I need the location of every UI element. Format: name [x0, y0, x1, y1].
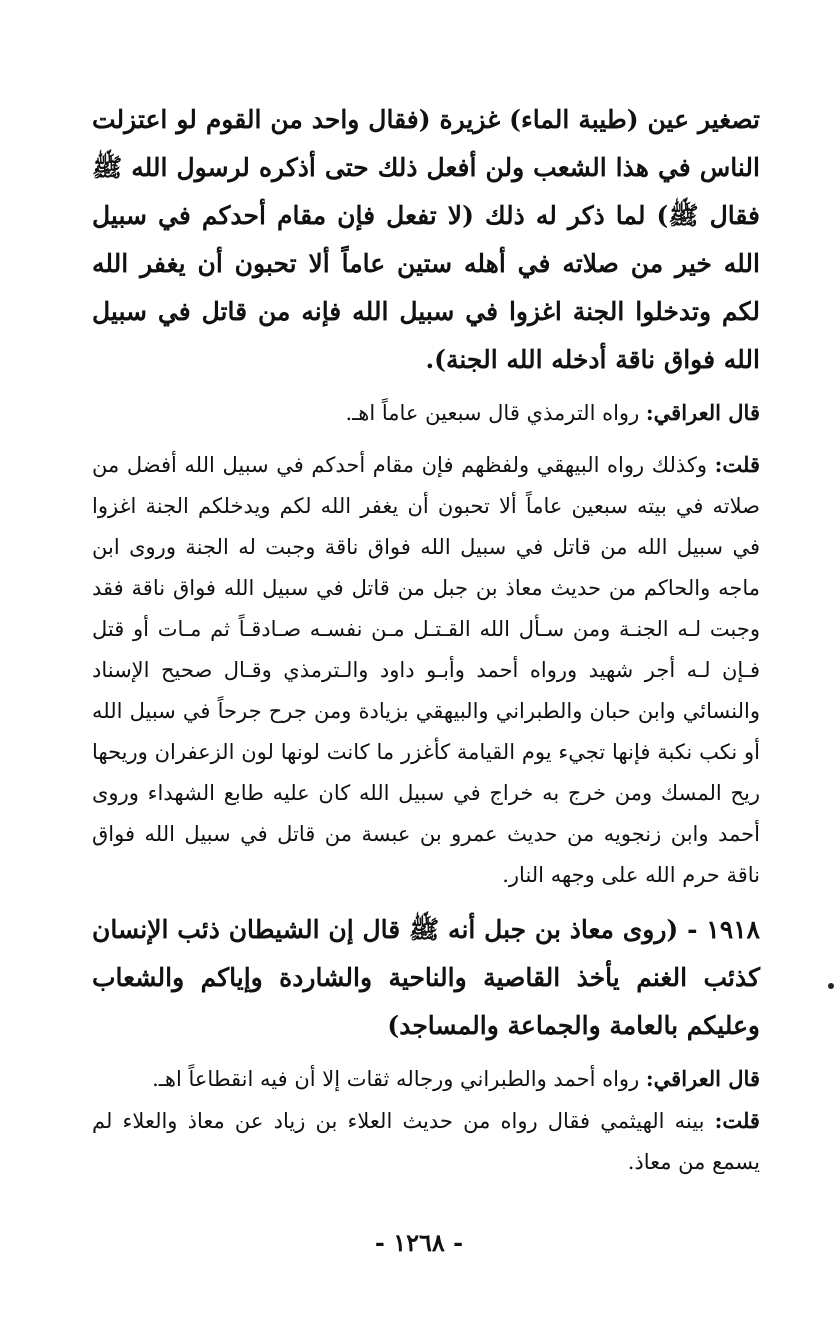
qultu-note-2 — [92, 1100, 760, 1183]
iraqi-label-1: قال العراقي: — [645, 400, 760, 425]
hadith-number: ١٩١٨ - — [687, 915, 760, 944]
opening-paragraph: تصغير عين (طيبة الماء) غزيرة (فقال واحد من القوم لو اعتزلت الناس في هذا الشعب ولن أفعل ذلك حتى أذكره لرسول الله ﷺ فقال ﷺ) لما ذكر له ذلك (لا تفعل فإن مقام أحدكم في سبيل الله خير من صلاته في أهله ستين عاماً ألا تحبون أن يغفر الله لكم وتدخلوا الجنة اغزوا في سبيل الله فإنه من قاتل في سبيل الله فواق ناقة أدخله الله الجنة). — [92, 105, 760, 374]
iraqi-label-2: قال العراقي: — [645, 1066, 760, 1091]
qultu-text-2: بينه الهيثمي فقال رواه من حديث العلاء بن زياد عن معاذ والعلاء لم يسمع من معاذ. — [92, 1109, 760, 1174]
qultu-label-2: قلت: — [714, 1108, 760, 1133]
margin-dot — [828, 983, 834, 989]
page-body — [92, 96, 760, 1183]
qultu-note-1 — [92, 444, 760, 896]
iraqi-text-1: رواه الترمذي قال سبعين عاماً اهـ. — [345, 401, 640, 425]
qultu-label-1: قلت: — [714, 452, 760, 477]
iraqi-text-2: رواه أحمد والطبراني ورجاله ثقات إلا أن فيه انقطاعاً اهـ. — [152, 1067, 640, 1091]
hadith-1918 — [92, 906, 760, 1050]
iraqi-note-1 — [92, 392, 760, 434]
iraqi-note-2 — [92, 1058, 760, 1100]
hadith-text: (روى معاذ بن جبل أنه ﷺ قال إن الشيطان ذئب الإنسان كذئب الغنم يأخذ القاصية والناحية والشاردة وإياكم والشعاب وعليكم بالعامة والجماعة والمساجد) — [92, 915, 760, 1040]
qultu-text-1: وكذلك رواه البيهقي ولفظهم فإن مقام أحدكم في سبيل الله أفضل من صلاته في بيته سبعين عاماً ألا تحبون أن يغفر الله لكم ويدخلكم الجنة اغزوا في سبيل الله من قاتل في سبيل الله فواق ناقة وجبت له الجنة وروى ابن ماجه والحاكم من حديث معاذ بن جبل من قاتل في سبيل الله فواق ناقة فقد وجبت لـه الجنـة ومن سـأل الله القـتـل مـن نفسـه صـادقـاً ثم مـات أو قتل فـإن لـه أجر شهيد ورواه أحمد وأبـو داود والـترمذي وقـال صحيح الإسناد والنسائي وابن حبان والطبراني والبيهقي بزيادة ومن جرح جرحاً في سبيل الله أو نكب نكبة فإنها تجيء يوم القيامة كأغزر ما كانت لونها لون الزعفران وريحها ريح المسك ومن خرج به خراج في سبيل الله كان عليه طابع الشهداء وروى أحمد وابن زنجويه من حديث عمرو بن عبسة من قاتل في سبيل الله فواق ناقة حرم الله على وجهه النار. — [92, 453, 760, 887]
page-number: - ١٢٦٨ - — [374, 1228, 464, 1257]
